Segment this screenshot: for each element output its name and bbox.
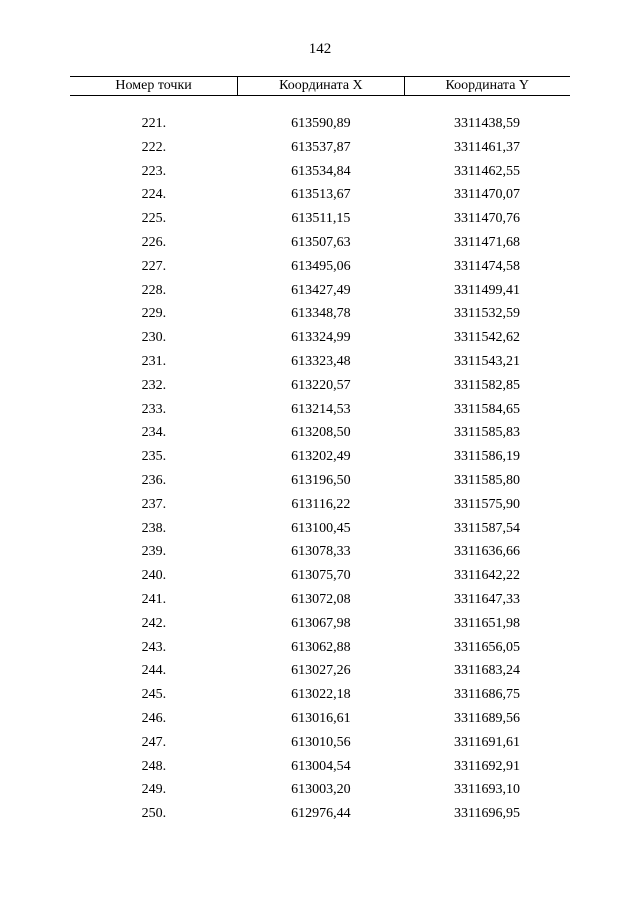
table-row [70,540,570,564]
table-row [70,683,570,707]
table-row [70,469,570,493]
table-row [70,493,570,517]
cell-coordinate-y: 3311647,33 [454,591,521,607]
cell-point-number: 236. [141,472,167,488]
cell-point-number: 227. [141,258,167,274]
cell-coordinate-y: 3311582,85 [454,377,521,393]
cell-point-number: 243. [141,639,167,655]
cell-coordinate-y: 3311683,24 [454,663,521,679]
cell-coordinate-x: 613495,06 [291,258,351,274]
cell-point-number: 241. [141,591,167,607]
cell-point-number: 229. [141,306,167,322]
cell-coordinate-x: 613348,78 [291,306,351,322]
cell-point-number: 246. [141,710,167,726]
cell-coordinate-x: 613022,18 [291,687,351,703]
table-row [70,136,570,160]
cell-coordinate-y: 3311438,59 [454,116,521,131]
cell-point-number: 225. [141,211,167,227]
cell-coordinate-x: 613100,45 [291,520,351,536]
cell-coordinate-x: 612976,44 [291,806,351,822]
table-row [70,255,570,279]
cell-coordinate-y: 3311543,21 [454,353,521,369]
table-row [70,112,570,136]
table-row [70,517,570,541]
cell-point-number: 233. [141,401,167,417]
table-row [70,302,570,326]
cell-coordinate-x: 613010,56 [291,734,351,750]
table-header-row [70,77,570,96]
cell-coordinate-y: 3311642,22 [454,568,521,584]
cell-coordinate-x: 613072,08 [291,591,351,607]
cell-coordinate-y: 3311693,10 [454,782,521,798]
cell-point-number: 244. [141,663,167,679]
table-row [70,659,570,683]
cell-point-number: 239. [141,544,167,560]
cell-point-number: 224. [141,187,167,203]
cell-coordinate-x: 613208,50 [291,425,351,441]
cell-coordinate-x: 613511,15 [291,211,351,227]
table-row [70,279,570,303]
cell-coordinate-x: 613004,54 [291,758,351,774]
cell-coordinate-x: 613016,61 [291,710,351,726]
cell-coordinate-y: 3311542,62 [454,330,521,346]
cell-point-number: 235. [141,449,167,465]
table-row [70,802,570,826]
table-row [70,231,570,255]
table-row [70,588,570,612]
page-number: 142 [308,41,332,57]
table-row [70,636,570,660]
cell-coordinate-x: 613220,57 [291,377,351,393]
cell-point-number: 221. [141,116,167,131]
cell-coordinate-y: 3311499,41 [454,282,521,298]
cell-coordinate-x: 613537,87 [291,139,351,155]
table-row [70,421,570,445]
cell-coordinate-y: 3311656,05 [454,639,521,655]
cell-coordinate-y: 3311585,83 [454,425,521,441]
cell-coordinate-y: 3311584,65 [454,401,521,417]
cell-point-number: 222. [141,139,167,155]
cell-coordinate-x: 613214,53 [291,401,351,417]
cell-coordinate-y: 3311461,37 [454,139,521,155]
cell-coordinate-x: 613062,88 [291,639,351,655]
cell-point-number: 242. [141,615,167,631]
cell-coordinate-x: 613067,98 [291,615,351,631]
cell-point-number: 223. [141,163,167,179]
coordinates-table [70,76,570,826]
table-row [70,707,570,731]
table-row [70,755,570,779]
cell-coordinate-y: 3311686,75 [454,687,521,703]
table-row [70,778,570,802]
cell-coordinate-y: 3311691,61 [454,734,521,750]
cell-coordinate-x: 613003,20 [291,782,351,798]
table-body [70,96,570,826]
table-row [70,350,570,374]
cell-coordinate-x: 613323,48 [291,353,351,369]
cell-point-number: 234. [141,425,167,441]
cell-coordinate-x: 613427,49 [291,282,351,298]
cell-point-number: 230. [141,330,167,346]
cell-coordinate-x: 613196,50 [291,472,351,488]
cell-point-number: 247. [141,734,167,750]
cell-coordinate-y: 3311470,07 [454,187,521,203]
cell-coordinate-y: 3311696,95 [454,806,521,822]
cell-coordinate-y: 3311474,58 [454,258,521,274]
table-row [70,183,570,207]
cell-point-number: 250. [141,806,167,822]
cell-coordinate-x: 613507,63 [291,234,351,250]
cell-point-number: 232. [141,377,167,393]
table-row [70,612,570,636]
cell-point-number: 240. [141,568,167,584]
table-row [70,207,570,231]
cell-coordinate-x: 613078,33 [291,544,351,560]
cell-coordinate-x: 613202,49 [291,449,351,465]
cell-coordinate-x: 613513,67 [291,187,351,203]
header-point-number: Номер точки [70,77,238,96]
table-row [70,398,570,422]
table-row [70,374,570,398]
table-row [70,326,570,350]
cell-coordinate-x: 613324,99 [291,330,351,346]
cell-point-number: 248. [141,758,167,774]
cell-point-number: 226. [141,234,167,250]
header-spacer [70,96,570,113]
cell-coordinate-x: 613590,89 [291,116,351,131]
table-row [70,160,570,184]
cell-coordinate-y: 3311532,59 [454,306,521,322]
cell-coordinate-y: 3311692,91 [454,758,521,774]
cell-point-number: 237. [141,496,167,512]
cell-coordinate-x: 613116,22 [291,496,351,512]
cell-coordinate-x: 613027,26 [291,663,351,679]
cell-point-number: 249. [141,782,167,798]
cell-coordinate-x: 613075,70 [291,568,351,584]
cell-point-number: 231. [141,353,167,369]
cell-coordinate-y: 3311471,68 [454,234,521,250]
cell-point-number: 245. [141,687,167,703]
table-row [70,564,570,588]
cell-coordinate-y: 3311651,98 [454,615,521,631]
cell-coordinate-y: 3311587,54 [454,520,521,536]
cell-coordinate-y: 3311636,66 [454,544,521,560]
cell-point-number: 238. [141,520,167,536]
cell-coordinate-x: 613534,84 [291,163,351,179]
header-coordinate-y: Координата Y [404,77,570,96]
table-row [70,445,570,469]
header-coordinate-x: Координата X [238,77,404,96]
cell-coordinate-y: 3311470,76 [454,211,521,227]
cell-coordinate-y: 3311585,80 [454,472,521,488]
cell-coordinate-y: 3311586,19 [454,449,521,465]
cell-point-number: 228. [141,282,167,298]
cell-coordinate-y: 3311575,90 [454,496,521,512]
cell-coordinate-y: 3311462,55 [454,163,521,179]
cell-coordinate-y: 3311689,56 [454,710,521,726]
table-row [70,731,570,755]
